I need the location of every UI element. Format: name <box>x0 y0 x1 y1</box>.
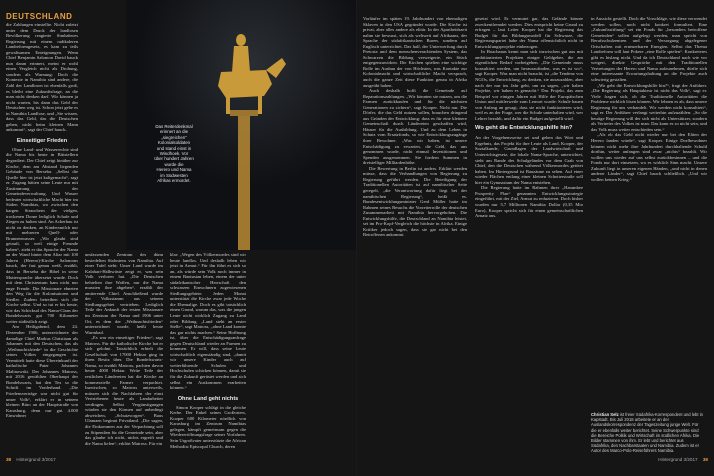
page-number: 38 <box>6 457 12 462</box>
paragraph: Ohne Land- und Wasserrechte sind die Nama bis heute in Bittstellern degradiert. Der Chief zeigt hinüber zur Kirche, dem am Abstand liegenden Gebäude von Berseba. „Selbst die Quelle hier ist jetzt kaltgemacht“, sagt er. Zugang hätten seine Leute nur mit Zustimmung der Gemeindeverwaltung. Und Wasser bedeutet wirtschaftliche Macht hier im Süden Namibias, wo zwischen den kargen Strauchern der vielgen, trockenen Dorne lediglich Schafe und Ziegen zu halten sind. An Ackerbau ist nicht zu denken, an Kindersmilch nur mit mehreren Quell- oder Brunnenwasser. „Wir glaubt sind getauft, so weil einige Freunde haben“, zieht er das Spruche der Nama an der Wand hinter dem Altar mit 100 Jahren (Herero)-Kirche Salomons bauck, der fast genau weiß, erzählt, dass in Berseba die Bibel in seine Muttersprache übersetzt wurde. Doch mit dem Christentum kam nicht nur enge Freude. Die Missionare ebneten den Weg für die Kolonisatoren und Siedler. Zudem betreiben sich die Kirche selbst. Und so tut er bis heute, wie das Schicksal des Nama-Clans der Bondelswarts gut 700 Kilometer weiter südöstlich zeigt. <box>6 146 78 324</box>
paragraph: Vorläufer im späten 19. Jahrhundert von ehemaligen Sklaven in den USA gegründet wurde. Die Kirche ist privat, aber alles andere als elitär. In der Apartheidszeit nahm sie bewusst, sich als weltweit auf Afrikaans, der Sprache der südafrikanischen Buren, sondern auf Englisch unterrichtet. Das half, der Unterwerfung durch Pretoria und dem menschenverachtenden System, das Schwarzen die Bildung verweigerte, ein Stück entgegenzuwirken. Die Kirchen spielten eine wichtige Rolle im Ausbau der von Höchsten, was Kontakte zur Kolonialmacht und wirtschaftliche Macht versprach, auch die ganze Zeit diese Funktion genau in Afrika ausgeübt haben. <box>363 16 467 88</box>
footer-right <box>658 457 708 462</box>
paragraph: Simon Kooper schlägt in die gleiche Kerbe. Der Enkel seines Großvaters, Kooper 600 Kilometer nördlich von Karasburg im Zentrum Namibias gelegen, kämpft gemeinsam gegen die Wiedereröffnungsfrage seiner Vorfahren. Sein Urgroßvater unterstützte die African Methodist Episcopal Church, deren <box>170 404 246 449</box>
paragraph: „Es war ein einseitiger Frieden“, sagt Matross. Für die katholische Kirche hat er sich gelohnt. Tatsächlich erhielt die Gesellschaft von 17000 Hektar ging in ihren Besitz über. Die Bondelswarts-Nama, so erzählt Matross, pachten davon heute 4000 Hektar. Weite Teile der restlichen Ländereien hat die Kirche an kommerzielle Farmer verpachtet. Inzwischen, so Matross unterweils, müssen sich die Nachfahren der einst Vertriebenen heute als Landarbeiter verdingen. Selbst Vergünstigungen würden sie den Kirmen auf unbedingt abweichen, „Schutzvorgen“. Baus Ulamaen beginnt Privatland. „Die sagen, die Einkommen aus der Verpachtung soll zu Stipendien für die Gemeinde sein, aber das glaube ich nicht, nichts ergreift und die Nama liefen“, erklärt Matross. Für ein <box>85 335 163 446</box>
caption-line: wurde die <box>164 161 184 167</box>
subheading: Einseitiger Frieden <box>16 137 68 144</box>
caption-line: Afrikas ermordet. <box>157 178 191 184</box>
paragraph: „Wo geht die Entwicklungshilfe hin?“, fragt der Anführer. „Die Regierung als Hauptakteur ist nicht das Volk“, sagt er. Viele fragen sich, ob die Traditionelle Autoritäten die Probleme wirklich lösen können. Wir lehnen es ab, dass unsere Regierung für uns verhandelt. Wir werden nicht konsultiert“, sagt er. Der Anführer verlangt weiterhin aufzuzählen: „So die heutige Regierung will der sich nicht als Unterstützer, sondern als Vertreter des Volkes ist man. Das kann es so nicht sein, und das Volk muss weiter entschieden sein.“ <box>591 82 707 132</box>
right-column-2 <box>475 16 583 452</box>
author-name: Christian Selz <box>591 412 619 417</box>
caption-line: Das Reiterdenkmal <box>155 124 193 129</box>
caption-line: Kolonialsoldaten <box>157 140 191 146</box>
author-credits <box>591 412 703 454</box>
caption-line: Herero und Nama <box>156 167 192 173</box>
paragraph: Auch deshalb hofft die Gemeinde auf Reparationszahlungen. „Wir könnten sie nutzen, um die Farmen zurückkaufen und für die nächsten Generationen zu sichern“, sagt Kooper. Nicht nur. Die Dörfer, die das Geld nutzen sollen, brauchen dringend aus Gründen der Entwicklung: dass es für eine kleinere Gemeinschaft durch Ländereien geschaffen wird, Häuser für die Ausbildung. Und zu dem Leben in Schutz vom Ersatzfonds, so wie Entwicklungszugänge ihrer Bewohner. „Was wir haben, ist unsere Entschädigung zu erwarten, die Geld, das uns genommen wurde, nicht einmal Investitionen und Spenden ausgenommen. Sie fordern Summen in dreistelliger Milliardenhöhe. <box>363 88 467 166</box>
paragraph: „Als ob das Geld nicht wieder nur bei den Eliten der Herero landen würde“, sagt Kooper. Einige Dorfbewohner können nicht mehr ihre Jahrhundert durchhaltende Schuld dorthin, weiter anfangen sind zwar „nichts“ bezahlt. Wir wollen uns wieder auf uns selbst zurückbesinnen – und die Fonds nur dort einsetzen, wo es wirklich Sinn macht. Unsere Zukunft liegt in unseren eigenen Händen, „und nicht in denen anderer Länder“, sagt Chief bauck schließlich. „Und wir wollen keinen Krieg.“ <box>591 132 707 182</box>
right-column-1 <box>363 16 467 452</box>
paragraph: An der Vorgehensweise sei und gehen das Wort und Ergebnis, das Projekt für ihre Leute als Land, Kooper, der Sozialkunde, Grundlagen der Landwirtschaft und Unterrichtsgesetz, die lokale Nama-Sprache, unterrichtet, sieht am Rande des Schulgeländes vor dem Grab von Chief, den die Deutschen während Völkermordes getötet haben. Im Hintergrund ist Bauzäune zu sehen. Auf einer wieder Flächen entlang einer kleinen Schotterstraße soll hier ein Gymnasium der Nama entstehen. <box>475 135 583 185</box>
left-column-3 <box>170 252 246 450</box>
left-page <box>0 0 356 476</box>
author-bio: ist freier Südafrika-Korrespondent und lebt in Kapstadt. Bis Juli 2018 arbeitete er an der Auslandskorrespondenz der Tageszeitung junge Welt. Für die er ebenfalls weiter berichtet. Seine Schwerpunkte sind die Bereiche Politik und Wirtschaft im südlichen Afrika. Die Bilder stammen von ihm. Er lebt und berichtet aus Südafrika, den Nachbarstaaten und Namibia. Zudem ist er Autor des Marco-Polo-Reiseführers Namibia. <box>591 412 703 454</box>
paragraph: gesetzt wird. Er vermutet gar, das Gelände könnte zweckentfremdet werden. Dies entspricht keine Grund zu erfragen – laut Leiter Kooper hat die Regierung das Budget für das Bildungsmodell für Schwarze, die Regierungspartei habe der Nama offensichtlich nicht in Entwicklungsprojekte einbezogen. <box>475 16 583 49</box>
page-number: 39 <box>702 457 708 462</box>
issue-label: Hintergrund 3/2017 <box>658 457 698 462</box>
left-column-1 <box>6 22 78 450</box>
caption-line: Windhoek. Vor <box>159 151 189 157</box>
subheading: Ohne Land geht nichts <box>177 395 239 402</box>
left-column-2 <box>85 252 163 450</box>
paragraph: in Aussicht gestellt. Doch die Vorschläge, wie diese verwendet werden sollen, noch nicht konkret formuliert. Eine „Zukunftsstiftung“ sei ein Fonds für „besonders betroffene Gemeinden“ sollen aufgelegt werden, man spricht von Berufsschulzentren und der Versorgung abgelegener Ortschaften mit erneuerbaren Energien. Selbst das Thema Landreform will laut Pokere „eine Rolle spielen“. Konkreteres gibt es bislang nicht. Und da ich Deutschland nach wie vor weigert, direkte Gespräche mit den Traditionellen Vertretungen der Herero und Nama aufzunehmen, dürfte sich eine interessante Erwartungshaltung an die Projekte auch schwierig gestalten. <box>591 16 707 83</box>
paragraph: die Zahlungen einstellte. Nicht zuletzt unter dem Druck der landlosen Bevölkerung reagierte Simbabwes Regierung mit einem radikaleren Landreformgesetz, es kam zu teils gewaltsamen Enteignungen. Wenn Chief Benjamin Salomon David bauck nun daran erinnert, meint er wohl einen Vergleich nicht als Drohung, sondern als Warnung: Doch die Kontexte in Namibia sind andere, die Zahl der Landlosen ist ebenfalls groß, es bleibt eine Zukunftsfrage, an die man nicht denken darf. Wir können ja nicht warten, bis dann das Geld der Deutschen weg ist. Schon jetzt gebe es in Namibia Landlose, und „Sie wissen, dass das Geld, das die Deutschen geben, nicht beim kleinen Mann ankommt“, sagt der Chief bauck. <box>6 22 78 133</box>
caption-line: erinnert an die <box>159 129 189 135</box>
caption-line: im Südwesten <box>160 172 188 178</box>
caption-line: und stand einst in <box>156 145 192 151</box>
paragraph: Am Heiligabend, dem 24. Dezember 1906, unterzeichnete der damalige Chief Markus Christiaan als Johannes mit den Deutschen, das als „Weihnachtsfriede“ in die Geschichte seines Volkes eingegangen ist. Vermittelt hatte diese Übereinkunft der katholische Pater Johannes Malinowski. Der Johannes Matross, mit 2016 gewählten Oberhaupt der Bondelswarts, hat den Tex so die Schrift im Vorderhand. „Die Friedensverträge war nicht gut für unser Volk“, erklärt er in seinem kleinen Büro an der Hauptstraße von Karasburg, denn nur gut 4.000 Einwohner <box>6 324 78 419</box>
paragraph: Die Regierung hatte im Rahmen ihrer „Harambee Prosperity Plan“ genannten Entwicklungsstrategie eingeführt, mit der Ziel, Armut zu reduzieren. Doch bisher wurden nur 5,7 Millionen Namibia Dollar (0,35 Mio Euro), Kooper spricht sich für einen gemeinschaftlichen Ansatz aus. <box>475 185 583 219</box>
right-page <box>357 0 714 476</box>
footer-left <box>6 457 56 462</box>
section-label: DEUTSCHLAND <box>6 12 73 21</box>
paragraph: klar: „Wegen des Völkermordes sind wir heute landlos. Und deshalb leben wir jetzt in Armut.“ Für ihn führt es sich so an, als würde sein Volk noch immer in einem Bantustan leben, einem der unter südafrikanischer Herrschaft den schwarzen Einwohnern zugewiesenen Siedlungsgebiete. Jeden Monat unterstützt die Kirche zwar jede Woche die Ehemalige. Doch es gibt tatsächlich einen Grund, warum das, was die jungen Leute nicht wirklich Zugang zu Land oder Bildung. „Land steht an erster Stelle“, sagt Matross, „ohne Land konnte das gar nichts machen.“ Seine Hoffnung ist, über die Entschädigungsanfrage gegen Deutschland wieder an Farmen zu kommen. Er will, dass seine Leute wirtschaftlich eigenständig sind, „damit wir unsere Kinder auch auf weiterführende Schulen und Hochschulen schicken können, damit sie für die Zukunft gerüstet werden und sich selbst ein Auskommen erarbeiten können.“ <box>170 252 246 391</box>
paragraph: umfassenden Zentrum des dünn besiedelten Südostens von Namibia. Auf einer Tafel steht: Unser Land wurde im Kalahari-Halbwüste zeigt er, was sein Volk verloren hat. „Die Deutschen behielten ihre Waffen, nur die Nama mussten ihre abgeben“, erzählt der amtierende Chief. Anschließend wurde der Volksstamm aus seinem Siedlungsgebiet vertrieben. Lediglich Teile der Ankunft der ersten Missionare im Zentrum der Nama und 1906 unter Ort, es dem der „Weihnachtsfrieden“ unterzeichnet wurde, heißt heute Warmbad. <box>85 252 163 335</box>
right-column-3 <box>591 16 707 406</box>
paragraph: Die Bewertung in Berlin ist anders. Erklärt werden müsse, dass die Verhandlungen von Regierung zu Regierung geführt werden. Die Beteiligung der Traditionellen Autoritäten ist auf namibischer Seite geregelt, „die Verantwortung dafür liegt bei der namibischen Regierung“, heißt es. Bundesentwicklungsminister Gerd Müller hatte im Rahmen seines Besuchs die Vorreiterrolle der deutschen Zusammenarbeit mit Namibia hervorgehoben. Die Entwicklungshilfe, die Deutschland an Namibia leistet, sei im Pro-Kopf-Vergleich die höchste in Afrika. Einige Kritiker jedoch sagen, dass sie gar nicht bei den Betroffenen ankommt. <box>363 165 467 238</box>
issue-label: Hintergrund 3/2017 <box>16 457 56 462</box>
caption-line: über hundert Jahren <box>154 156 194 162</box>
paragraph: In Hoachanas kennt man sich inzwischen gut aus mit ambitionierten Projekten einiger Geldgeber, die am eigentlichen Bedarf vorbeigehen. „Die Gemeinde muss konsultiert werden, um herauszufinden, was es ist wo“, sagt Kooper. Was man nicht braucht, ist „die Tendenz von NGOs, die Entwicklung, zu denken, sie auszuzahlen, aber nach der nur ins Jahr geht, um zu sagen, „wir haben Projekte, wir haben es gemacht.“ Das Projekt, das zum Beispiel vor einigen Jahren mit Hilfe der Europäischen Union und mittlerweile zum Lernort wurde: Schule bauen von Anfang an gesagt, dass sie nicht funktionieren wird, weil es an der Frage, wer die Schule unterhalten wird, wer Lehrer bezahlt, und dafür ein Budget aufgestellt wird. <box>475 49 583 121</box>
photo-caption <box>140 124 208 183</box>
caption-line: „siegreichen“ <box>161 134 187 140</box>
subheading: Wo geht die Entwicklungshilfe hin? <box>475 125 573 132</box>
